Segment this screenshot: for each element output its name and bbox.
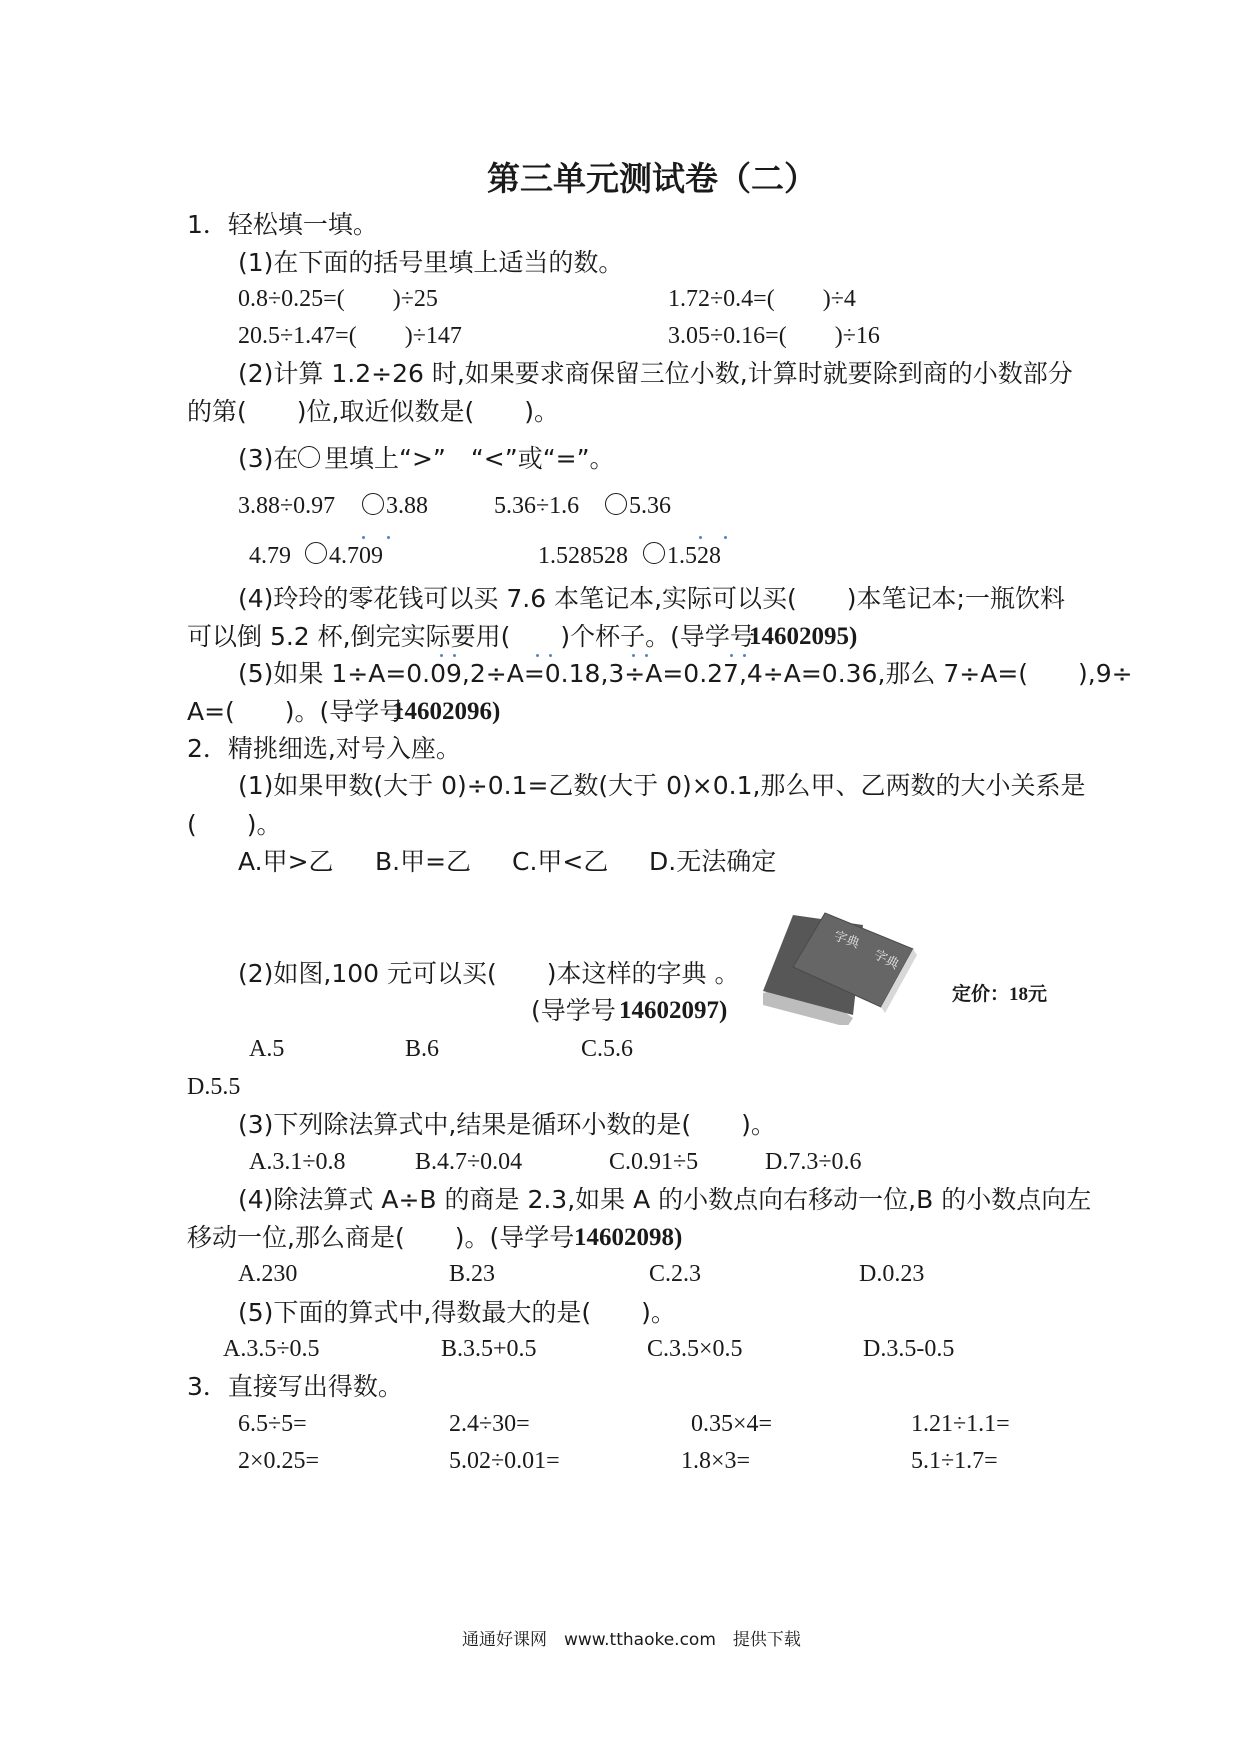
s1-q5-ref: 14602096) <box>392 698 501 725</box>
s2-q2-option-b: B.6 <box>405 1036 440 1062</box>
s2-q4-option-c: C.2.3 <box>649 1261 702 1287</box>
s1-q3-item-2-right: 5.36 <box>629 493 671 519</box>
s1-q5-line-2: A=( )。(导学号 <box>187 697 405 726</box>
compare-circle-icon <box>305 542 327 564</box>
s1-q3-item-1-left: 3.88÷0.97 <box>238 493 336 519</box>
s2-q2-ref: 14602097) <box>619 997 728 1024</box>
s2-q2-option-a: A.5 <box>249 1036 285 1062</box>
repeating-dot-icon <box>730 654 733 657</box>
s1-q1-text: (1)在下面的括号里填上适当的数。 <box>238 248 624 277</box>
s3-item-4: 1.21÷1.1= <box>911 1411 1010 1437</box>
s1-q1-item-1: 0.8÷0.25=( )÷25 <box>238 286 438 312</box>
repeating-dot-icon <box>440 654 443 657</box>
s2-q4-option-b: B.23 <box>449 1261 496 1287</box>
s1-q3-suffix: 里填上“>” “<”或“=”。 <box>324 444 615 473</box>
s2-q2-option-c: C.5.6 <box>581 1036 634 1062</box>
repeating-dot-icon <box>699 536 702 539</box>
s1-q1-item-2: 1.72÷0.4=( )÷4 <box>668 286 856 312</box>
s2-q3-option-d: D.7.3÷0.6 <box>765 1149 862 1175</box>
s1-q4-line-2: 可以倒 5.2 杯,倒完实际要用( )个杯子。(导学号 <box>187 622 755 651</box>
page-footer: 通通好课网 www.tthaoke.com 提供下载 <box>462 1630 801 1650</box>
s3-item-1: 6.5÷5= <box>238 1411 307 1437</box>
s1-q1-item-4: 3.05÷0.16=( )÷16 <box>668 323 880 349</box>
s2-q1-option-b: B.甲=乙 <box>375 847 472 876</box>
s2-q4-option-a: A.230 <box>238 1261 298 1287</box>
s2-q3-text: (3)下列除法算式中,结果是循环小数的是( )。 <box>238 1110 776 1139</box>
s1-q4-ref: 14602095) <box>749 623 858 650</box>
section-2-heading: 2．精挑细选,对号入座。 <box>187 734 461 763</box>
s2-q4-ref: 14602098) <box>574 1224 683 1251</box>
s3-item-3: 0.35×4= <box>691 1411 773 1437</box>
s2-q1-option-c: C.甲<乙 <box>512 847 609 876</box>
s2-q2-option-d: D.5.5 <box>187 1074 241 1100</box>
book-price-label: 定价：18元 <box>952 984 1048 1005</box>
repeating-dot-icon <box>743 654 746 657</box>
s2-q5-option-a: A.3.5÷0.5 <box>223 1336 320 1362</box>
compare-circle-icon <box>605 493 627 515</box>
s2-q3-option-c: C.0.91÷5 <box>609 1149 699 1175</box>
s2-q5-option-d: D.3.5-0.5 <box>863 1336 955 1362</box>
s2-q5-text: (5)下面的算式中,得数最大的是( )。 <box>238 1298 676 1327</box>
s3-item-5: 2×0.25= <box>238 1448 320 1474</box>
section-3-heading: 3．直接写出得数。 <box>187 1372 403 1401</box>
s1-q3-item-3-right: 4.709 <box>329 543 383 569</box>
s1-q2-line-2: 的第( )位,取近似数是( )。 <box>187 397 559 426</box>
s1-q3-item-2-left: 5.36÷1.6 <box>494 493 580 519</box>
s2-q4-line-1: (4)除法算式 A÷B 的商是 2.3,如果 A 的小数点向右移动一位,B 的小数点向左 <box>238 1185 1092 1214</box>
s2-q2-line-1: (2)如图,100 元可以买( )本这样的字典 。 <box>238 959 740 988</box>
compare-circle-icon <box>643 542 665 564</box>
repeating-dot-icon <box>632 654 635 657</box>
section-1-heading: 1．轻松填一填。 <box>187 210 378 239</box>
repeating-dot-icon <box>549 654 552 657</box>
s1-q3-item-1-right: 3.88 <box>386 493 428 519</box>
book-label-2: 字典 <box>871 947 902 973</box>
repeating-dot-icon <box>724 536 727 539</box>
dictionary-illustration <box>763 905 943 1025</box>
book-label-1: 字典 <box>831 928 862 952</box>
repeating-dot-icon <box>453 654 456 657</box>
s2-q1-line-1: (1)如果甲数(大于 0)÷0.1=乙数(大于 0)×0.1,那么甲、乙两数的大小关系是 <box>238 771 1086 800</box>
repeating-dot-icon <box>536 654 539 657</box>
s2-q1-option-d: D.无法确定 <box>649 847 777 876</box>
s1-q3-item-4-left: 1.528528 <box>538 543 628 569</box>
compare-circle-icon <box>362 493 384 515</box>
repeating-dot-icon <box>387 536 390 539</box>
s2-q3-option-b: B.4.7÷0.04 <box>415 1149 523 1175</box>
s2-q5-option-c: C.3.5×0.5 <box>647 1336 743 1362</box>
repeating-dot-icon <box>645 654 648 657</box>
s1-q3-prefix: (3)在 <box>238 444 299 473</box>
s3-item-6: 5.02÷0.01= <box>449 1448 560 1474</box>
s3-item-7: 1.8×3= <box>681 1448 751 1474</box>
s1-q4-line-1: (4)玲玲的零花钱可以买 7.6 本笔记本,实际可以买( )本笔记本;一瓶饮料 <box>238 584 1065 613</box>
s1-q5-line-1: (5)如果 1÷A=0.09,2÷A=0.18,3÷A=0.27,4÷A=0.36,那么 7÷A=( ),9÷ <box>238 659 1133 688</box>
page-title: 第三单元测试卷（二） <box>487 159 817 198</box>
s2-q2-line-2: (导学号 <box>531 996 616 1025</box>
s2-q1-line-2: ( )。 <box>187 810 282 839</box>
s2-q4-line-2: 移动一位,那么商是( )。(导学号 <box>187 1223 575 1252</box>
s2-q3-option-a: A.3.1÷0.8 <box>249 1149 346 1175</box>
repeating-dot-icon <box>362 536 365 539</box>
s1-q1-item-3: 20.5÷1.47=( )÷147 <box>238 323 462 349</box>
s1-q3-item-3-left: 4.79 <box>249 543 291 569</box>
s3-item-2: 2.4÷30= <box>449 1411 530 1437</box>
s3-item-8: 5.1÷1.7= <box>911 1448 998 1474</box>
s2-q1-option-a: A.甲>乙 <box>238 847 334 876</box>
s1-q2-line-1: (2)计算 1.2÷26 时,如果要求商保留三位小数,计算时就要除到商的小数部分 <box>238 359 1073 388</box>
s1-q3-item-4-right: 1.528 <box>667 543 721 569</box>
s2-q4-option-d: D.0.23 <box>859 1261 925 1287</box>
compare-circle-icon <box>298 446 320 468</box>
s2-q5-option-b: B.3.5+0.5 <box>441 1336 537 1362</box>
